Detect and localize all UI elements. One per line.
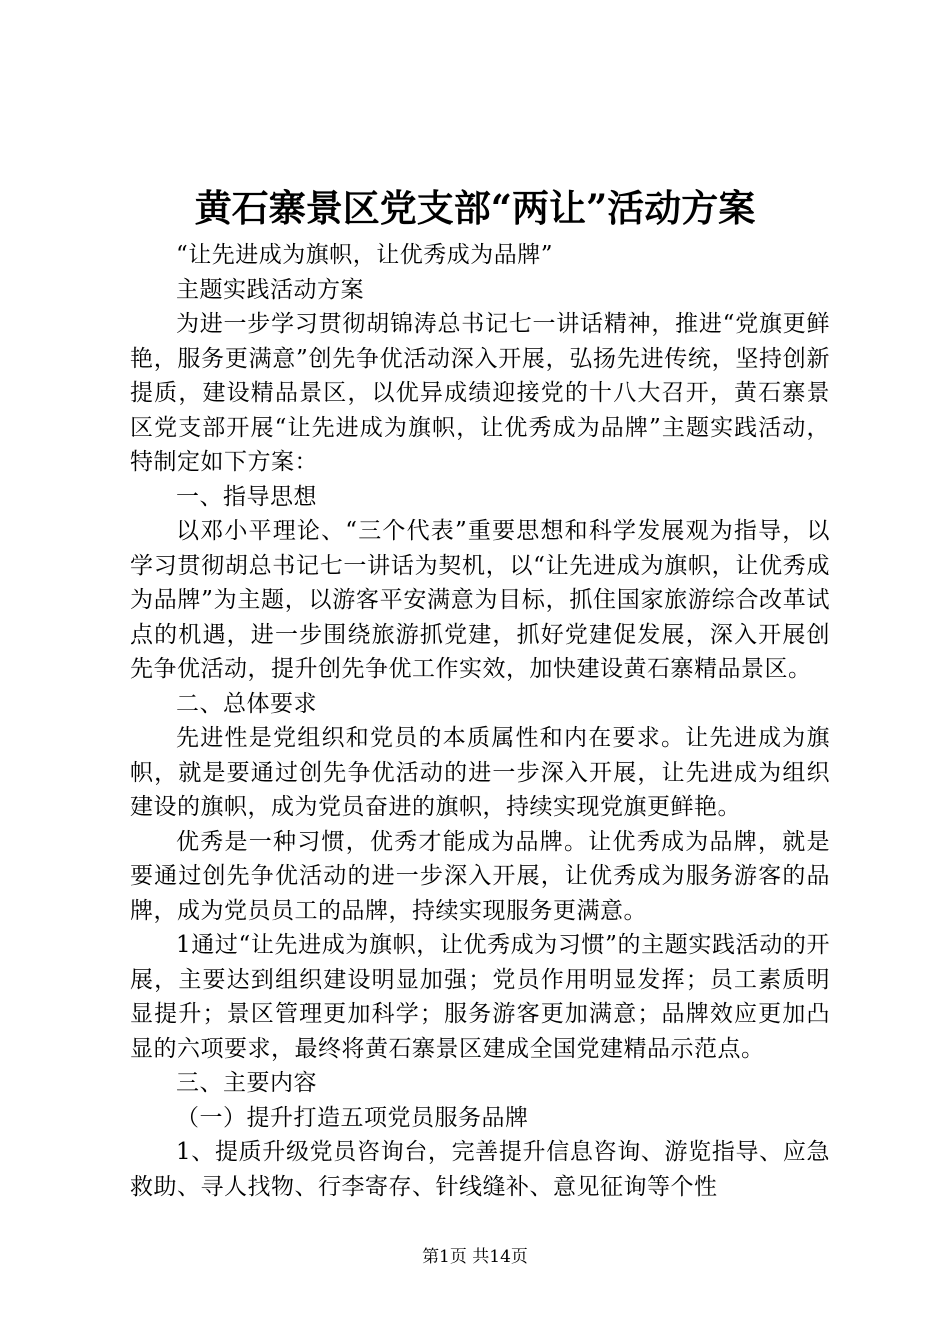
document-title: 黄石寨景区党支部“两让”活动方案 [194, 186, 756, 230]
paragraph-intro: 为进一步学习贯彻胡锦涛总书记七一讲话精神，推进“党旗更鲜艳，服务更满意”创先争优活动深入开展，弘扬先进传统，坚持创新提质，建设精品景区，以优异成绩迎接党的十八大召开，黄石寨景区党支部开展“让先进成为旗帜，让优秀成为品牌”主题实践活动，特制定如下方案： [130, 311, 830, 475]
heading-main-content: 三、主要内容 [176, 1070, 317, 1096]
heading-overall-requirements: 二、总体要求 [176, 690, 317, 717]
heading-service-brands: （一）提升打造五项党员服务品牌 [176, 1104, 529, 1131]
paragraph-subtitle: 主题实践活动方案 [176, 276, 364, 303]
paragraph-excellence: 优秀是一种习惯，优秀才能成为品牌。让优秀成为品牌，就是要通过创先争优活动的进一步深入开展，让优秀成为服务游客的品牌，成为党员员工的品牌，持续实现服务更满意。 [130, 828, 830, 924]
heading-guiding-ideology: 一、指导思想 [176, 483, 317, 510]
paragraph-advanced: 先进性是党组织和党员的本质属性和内在要求。让先进成为旗帜，就是要通过创先争优活动的进一步深入开展，让先进成为组织建设的旗帜，成为党员奋进的旗帜，持续实现党旗更鲜艳。 [130, 725, 830, 820]
paragraph-six-requirements: 1通过“让先进成为旗帜，让优秀成为习惯”的主题实践活动的开展，主要达到组织建设明显加强；党员作用明显发挥；员工素质明显提升；景区管理更加科学；服务游客更加满意；品牌效应更加凸显的六项要求，最终将黄石寨景区建成全国党建精品示范点。 [130, 932, 830, 1062]
paragraph-guiding-ideology: 以邓小平理论、“三个代表”重要思想和科学发展观为指导，以学习贯彻胡总书记七一讲话为契机，以“让先进成为旗帜，让优秀成为品牌”为主题，以游客平安满意为目标，抓住国家旅游综合改革试点的机遇，进一步围绕旅游抓党建，抓好党建促发展，深入开展创先争优活动，提升创先争优工作实效，加快建设黄石寨精品景区。 [130, 518, 830, 682]
paragraph-consultation-desk: 1、提质升级党员咨询台，完善提升信息咨询、游览指导、应急救助、寻人找物、行李寄存、针线缝补、意见征询等个性 [130, 1139, 830, 1200]
paragraph-slogan: “让先进成为旗帜，让优秀成为品牌” [176, 242, 554, 268]
page-footer: 第1页 共14页 [422, 1247, 528, 1267]
document-body [130, 238, 830, 1204]
